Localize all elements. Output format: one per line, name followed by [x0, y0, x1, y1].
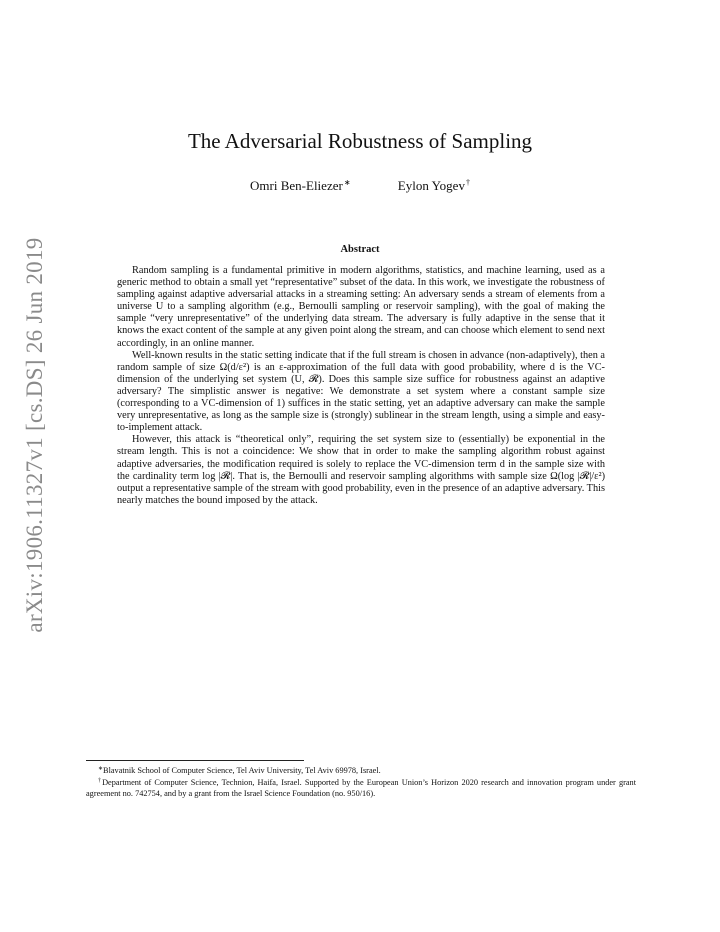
- arxiv-identifier-stamp: [18, 230, 52, 640]
- footnote-text: Blavatnik School of Computer Science, Tel Aviv University, Tel Aviv 69978, Israel.: [103, 766, 381, 775]
- footnote-mark: ∗: [98, 766, 104, 772]
- abstract-paragraph: Well-known results in the static setting indicate that if the full stream is chosen in advance (non-adaptively), then a random sample of size Ω(d/ε²) is an ε-approximation of the full data with good probability, where d is the VC-dimension of the underlying set system (U, 𝓡). Does this sample size suffice for robustness against an adaptive adversary? The simplistic answer is negative: We demonstrate a set system where a constant sample size (corresponding to a VC-dimension of 1) suffices in the static setting, yet an adaptive adversary can make the sample very unrepresentative, as long as the sample size is (strongly) sublinear in the stream length, using a simple and easy-to-implement attack.: [117, 349, 605, 434]
- footnotes: [86, 764, 636, 799]
- abstract-body: [117, 265, 605, 507]
- author-footnote-mark: †: [465, 178, 470, 187]
- author-name: Omri Ben-Eliezer: [250, 178, 343, 193]
- footnote: [86, 776, 636, 799]
- author-footnote-mark: ∗: [343, 178, 351, 187]
- abstract-paragraph: However, this attack is “theoretical only”, requiring the set system size to (essentially) be exponential in the stream length. This is not a coincidence: We show that in order to make the sampling algorithm robust against adaptive adversaries, the modification required is solely to replace the VC-dimension term d in the sample size with the cardinality term log |𝓡|. That is, the Bernoulli and reservoir sampling algorithms with sample size Ω(log |𝓡|/ε²) output a representative sample of the stream with good probability, even in the presence of an adaptive adversary. This nearly matches the bound imposed by the attack.: [117, 434, 605, 506]
- footnote-divider: [86, 760, 304, 761]
- paper-title: The Adversarial Robustness of Sampling: [187, 129, 533, 153]
- footnote-text: Department of Computer Science, Technion, Haifa, Israel. Supported by the European Union’s Horizon 2020 research and innovation program under grant agreement no. 742754, and by a grant from the Israel Science Foundation (no. 950/16).: [86, 778, 636, 798]
- arxiv-identifier-text: arXiv:1906.11327v1 [cs.DS] 26 Jun 2019: [22, 237, 47, 633]
- author: [250, 178, 350, 194]
- footnote-mark: †: [98, 778, 103, 784]
- author-name: Eylon Yogev: [397, 178, 465, 193]
- abstract-paragraph: Random sampling is a fundamental primitive in modern algorithms, statistics, and machine learning, used as a generic method to obtain a small yet “representative” subset of the data. In this work, we investigate the robustness of sampling against adaptive adversarial attacks in a streaming setting: An adversary sends a stream of elements from a universe U to a sampling algorithm (e.g., Bernoulli sampling or reservoir sampling), with the goal of making the sample “very unrepresentative” of the underlying data stream. The adversary is fully adaptive in the sense that it knows the exact content of the sample at any given point along the stream, and can choose which element to send next accordingly, in an online manner.: [117, 265, 605, 349]
- author-list: [0, 178, 720, 194]
- author: [398, 178, 470, 194]
- footnote: [86, 764, 636, 776]
- abstract-heading: Abstract: [340, 244, 380, 255]
